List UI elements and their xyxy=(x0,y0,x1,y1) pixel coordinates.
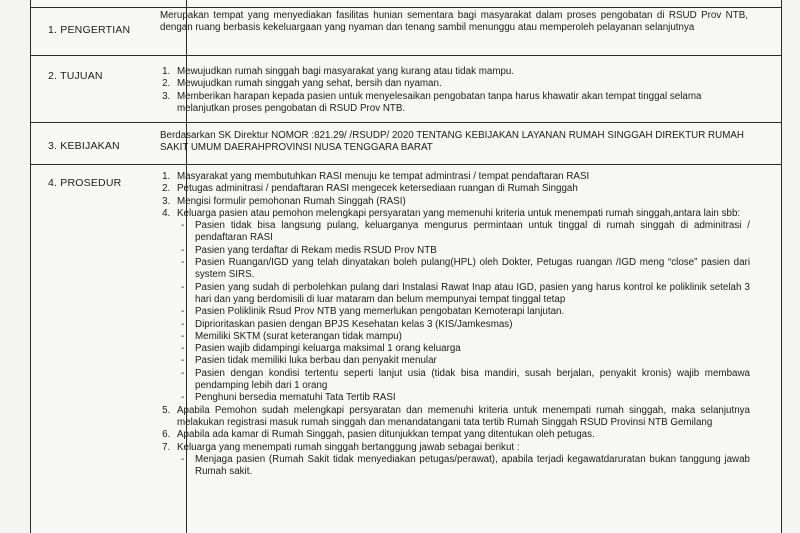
prosedur-content xyxy=(160,171,750,478)
tujuan-item: 1. Mewujudkan rumah singgah bagi masyarakat yang kurang atau tidak mampu. xyxy=(173,66,750,78)
criteria-item: - Pasien yang sudah di perbolehkan pulang dari Instalasi Rawat Inap atau IGD, pasien yang harus kontrol ke poliklinik setelah 3 hari dan yang berdomisili di luar mataram dan belum mempunyai tempat tinggal tetap xyxy=(191,282,750,307)
criteria-item: - Pasien Ruangan/IGD yang telah dinyatakan boleh pulang(HPL) oleh Dokter, Petugas ruangan /IGD meng “close” pasien dari system SIRS. xyxy=(191,257,750,282)
row-divider xyxy=(30,7,782,8)
tujuan-item: 2. Mewujudkan rumah singgah yang sehat, bersih dan nyaman. xyxy=(173,78,750,90)
kebijakan-text xyxy=(160,130,750,155)
criteria-item: - Pasien yang terdaftar di Rekam medis RSUD Prov NTB xyxy=(191,245,750,257)
criteria-item: - Penghuni bersedia mematuhi Tata Tertib RASI xyxy=(191,392,750,404)
table-border-left xyxy=(30,0,31,533)
responsibility-item: - Menjaga pasien (Rumah Sakit tidak menyediakan petugas/perawat), apabila terjadi kegawatdaruratan bukan tanggung jawab Rumah sakit. xyxy=(191,454,750,479)
prosedur-step-text: Keluarga yang menempati rumah singgah bertanggung jawab sebagai berikut : xyxy=(177,441,520,453)
prosedur-step: 3. Mengisi formulir pemohonan Rumah Singgah (RASI) xyxy=(173,196,750,208)
criteria-item: - Pasien Poliklinik Rsud Prov NTB yang memerlukan pengobatan Kemoterapi lanjutan. xyxy=(191,306,750,318)
criteria-item: - Diprioritaskan pasien dengan BPJS Kesehatan kelas 3 (KIS/Jamkesmas) xyxy=(191,319,750,331)
criteria-item: - Memiliki SKTM (surat keterangan tidak mampu) xyxy=(191,331,750,343)
prosedur-step: 6. Apabila ada kamar di Rumah Singgah, pasien ditunjukkan tempat yang ditentukan oleh petugas. xyxy=(173,429,750,441)
kebijakan-paragraph: Berdasarkan SK Direktur NOMOR :821.29/ /RSUDP/ 2020 TENTANG KEBIJAKAN LAYANAN RUMAH SINGGAH DIREKTUR RUMAH SAKIT UMUM DAERAHPROVINSI NUSA TENGGARA BARAT xyxy=(160,130,744,154)
pengertian-text xyxy=(160,10,748,35)
prosedur-step: 1. Masyarakat yang membutuhkan RASI menuju ke tempat admintrasi / tempat pendaftaran RASI xyxy=(173,171,750,183)
tujuan-item: 3. Memberikan harapan kepada pasien untuk menyelesaikan pengobatan tanpa harus khawatir akan tempat tinggal selama melanjutkan proses pengobatan di RSUD Prov NTB. xyxy=(173,91,750,116)
prosedur-step xyxy=(173,208,750,405)
criteria-item: - Pasien wajib didampingi keluarga maksimal 1 orang keluarga xyxy=(191,343,750,355)
header-strip xyxy=(30,0,782,7)
prosedur-step: 2. Petugas adminitrasi / pendaftaran RASI mengecek ketersediaan ruangan di Rumah Singgah xyxy=(173,183,750,195)
criteria-item: - Pasien tidak memiliki luka berbau dan penyakit menular xyxy=(191,355,750,367)
prosedur-step: 5. Apabila Pemohon sudah melengkapi persyaratan dan memenuhi kriteria untuk menempati rumah singgah, maka selanjutnya melakukan registrasi masuk rumah singgah dan menandatangani tata tertib Rumah Singgah RSUD Provinsi NTB Gemilang xyxy=(173,405,750,430)
tujuan-label: 2. TUJUAN xyxy=(48,70,103,82)
table-border-right xyxy=(781,0,782,533)
prosedur-step xyxy=(173,442,750,479)
prosedur-label: 4. PROSEDUR xyxy=(48,177,122,189)
criteria-item: - Pasien dengan kondisi tertentu seperti lanjut usia (tidak bisa mandiri, susah berjalan, penyakit kronis) wajib membawa pendamping lebih dari 1 orang xyxy=(191,368,750,393)
pengertian-label: 1. PENGERTIAN xyxy=(48,24,131,36)
tujuan-list xyxy=(160,66,750,115)
sop-document xyxy=(30,0,782,533)
criteria-item: - Pasien tidak bisa langsung pulang, keluarganya mengurus permintaan untuk tinggal di rumah singgah di adminitrasi / pendaftaran RASI xyxy=(191,220,750,245)
row-divider xyxy=(30,122,782,123)
row-divider xyxy=(30,164,782,165)
header-faint-text: — ·· ·—··· ——— xyxy=(675,0,722,3)
kebijakan-label: 3. KEBIJAKAN xyxy=(48,140,120,152)
row-divider xyxy=(30,55,782,56)
pengertian-paragraph: Merupakan tempat yang menyediakan fasilitas hunian sementara bagi masyarakat dalam proses pengobatan di RSUD Prov NTB, dengan ruang berbasis kekeluargaan yang nyaman dan tenang sambil menunggu atau memperoleh pelayanan selanjutnya xyxy=(160,10,748,34)
prosedur-step-text: Keluarga pasien atau pemohon melengkapi persyaratan yang memenuhi kriteria untuk menempati rumah singgah,antara lain sbb: xyxy=(177,207,741,219)
